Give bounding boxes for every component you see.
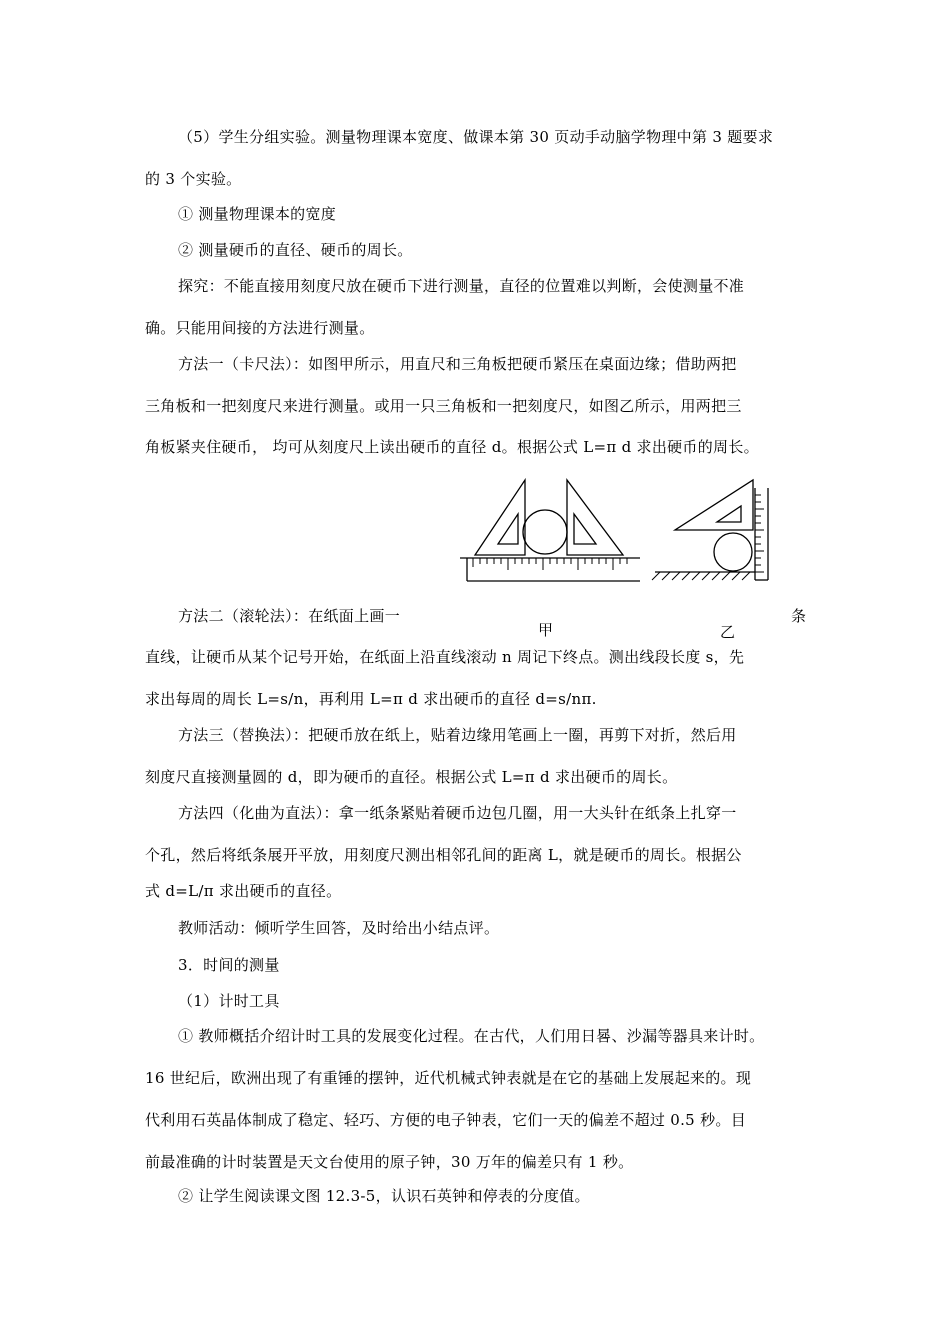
coin-measurement-figure — [455, 470, 800, 590]
paragraph-line: 直线，让硬币从某个记号开始，在纸面上沿直线滚动 n 周记下终点。测出线段长度 s，先 — [145, 648, 745, 666]
paragraph-line: 16 世纪后，欧洲出现了有重锤的摆钟，近代机械式钟表就是在它的基础上发展起来的。现 — [145, 1069, 752, 1087]
paragraph-line: ② 测量硬币的直径、硬币的周长。 — [178, 241, 413, 259]
ruler-icon — [460, 558, 640, 581]
paragraph-line: ① 测量物理课本的宽度 — [178, 205, 337, 223]
table-surface-icon — [652, 572, 755, 580]
paragraph-line: 的 3 个实验。 — [145, 170, 242, 188]
paragraph-line: 方法四（化曲为直法）：拿一纸条紧贴着硬币边包几圈，用一大头针在纸条上扎穿一 — [178, 804, 737, 822]
coin-icon — [714, 533, 752, 571]
triangle-ruler-icon — [675, 480, 753, 530]
paragraph-line: 教师活动：倾听学生回答，及时给出小结点评。 — [178, 919, 500, 937]
triangle-ruler-icon — [567, 480, 623, 555]
paragraph-line: 条 — [791, 607, 807, 625]
figure-caption-b: 乙 — [720, 623, 736, 641]
paragraph-line: 三角板和一把刻度尺来进行测量。或用一只三角板和一把刻度尺，如图乙所示，用两把三 — [145, 397, 742, 415]
paragraph-line: ② 让学生阅读课文图 12.3-5，认识石英钟和停表的分度值。 — [178, 1187, 590, 1205]
coin-icon — [523, 510, 567, 554]
figure-caption-a: 甲 — [538, 621, 554, 639]
paragraph-line: （5）学生分组实验。测量物理课本宽度、做课本第 30 页动手动脑学物理中第 3 题要求 — [178, 128, 774, 146]
paragraph-line: 求出每周的周长 L=s/n，再利用 L=π d 求出硬币的直径 d=s/nπ. — [145, 690, 597, 708]
paragraph-line: 方法三（替换法）：把硬币放在纸上，贴着边缘用笔画上一圈，再剪下对折，然后用 — [178, 726, 737, 744]
paragraph-line: 式 d=L/π 求出硬币的直径。 — [145, 882, 342, 900]
paragraph-line: 前最准确的计时装置是天文台使用的原子钟，30 万年的偏差只有 1 秒。 — [145, 1153, 634, 1171]
section-heading: 3．时间的测量 — [178, 956, 280, 974]
paragraph-line: 角板紧夹住硬币， 均可从刻度尺上读出硬币的直径 d。根据公式 L=π d 求出硬币的周长。 — [145, 438, 759, 456]
triangle-ruler-icon — [475, 480, 525, 555]
ruler-icon — [755, 488, 768, 580]
paragraph-line: 方法一（卡尺法）：如图甲所示，用直尺和三角板把硬币紧压在桌面边缘；借助两把 — [178, 355, 737, 373]
paragraph-line: 方法二（滚轮法）：在纸面上画一 — [178, 607, 401, 625]
paragraph-line: 个孔，然后将纸条展开平放，用刻度尺测出相邻孔间的距离 L，就是硬币的周长。根据公 — [145, 846, 742, 864]
subsection-heading: （1）计时工具 — [178, 992, 280, 1010]
paragraph-line: 刻度尺直接测量圆的 d，即为硬币的直径。根据公式 L=π d 求出硬币的周长。 — [145, 768, 678, 786]
paragraph-line: 代利用石英晶体制成了稳定、轻巧、方便的电子钟表，它们一天的偏差不超过 0.5 秒。目 — [145, 1111, 746, 1129]
paragraph-line: ① 教师概括介绍计时工具的发展变化过程。在古代，人们用日晷、沙漏等器具来计时。 — [178, 1027, 765, 1045]
paragraph-line: 确。只能用间接的方法进行测量。 — [145, 319, 375, 337]
paragraph-line: 探究：不能直接用刻度尺放在硬币下进行测量，直径的位置难以判断，会使测量不准 — [178, 277, 745, 295]
